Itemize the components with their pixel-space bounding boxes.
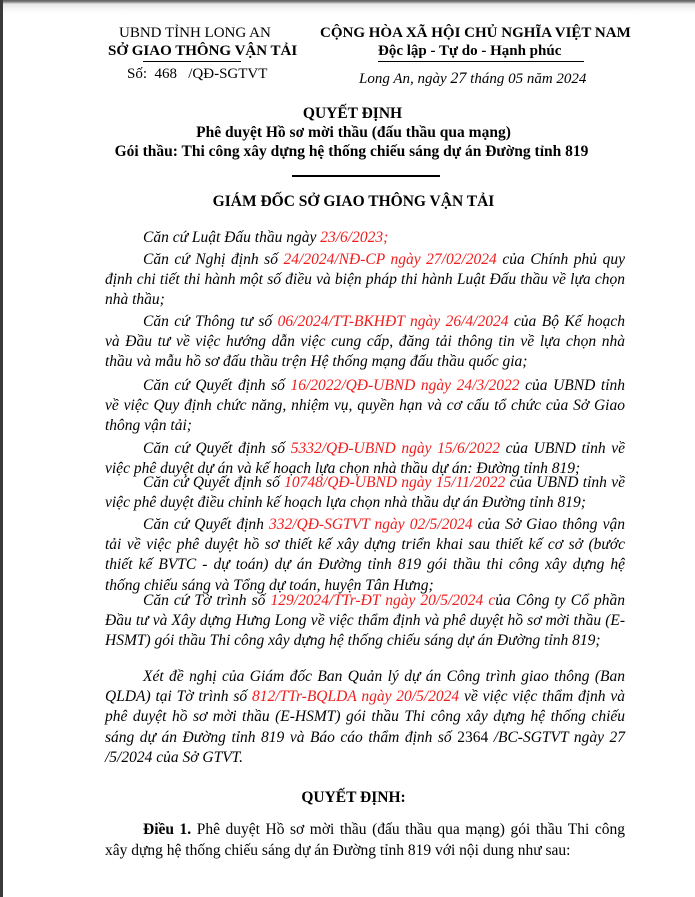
place-date-prefix: Long An, ngày (359, 71, 447, 87)
document-type-heading: QUYẾT ĐỊNH (302, 105, 403, 122)
date-month-label: tháng (470, 71, 505, 87)
doc-number-code: /QĐ-SGTVT (188, 66, 268, 82)
national-motto: Độc lập - Tự do - Hạnh phúc (378, 43, 562, 59)
title-divider (292, 175, 440, 177)
place-date (359, 70, 586, 88)
report-number: 2364 (457, 728, 489, 746)
article-1-text: Phê duyệt Hồ sơ mời thầu (đấu thầu qua mạng) gói thầu Thi công xây dựng hệ thống chiếu sáng dự án Đường tỉnh 819 với nội dung như sau: (105, 821, 625, 859)
document-subject-line-2: Gói thầu: Thi công xây dựng hệ thống chiếu sáng dự án Đường tỉnh 819 (114, 143, 589, 160)
doc-number-value: 468 (154, 66, 178, 82)
legal-reference: 332/QĐ-SGTVT ngày 02/5/2024 (268, 516, 473, 533)
legal-reference: 24/2024/NĐ-CP ngày 27/02/2024 (283, 251, 497, 268)
national-title: CỘNG HÒA XÃ HỘI CHỦ NGHĨA VIỆT NAM (320, 25, 631, 41)
article-1 (105, 820, 625, 861)
legal-reference: 129/2024/TTr-ĐT ngày 20/5/2024 c (270, 592, 496, 609)
date-month: 05 (508, 71, 524, 87)
legal-ground-2: Căn cứ Nghị định số 24/2024/NĐ-CP ngày 27/02/2024 của Chính phủ quy định chi tiết thi hành một số điều và biện pháp thi hành Luật Đấu thầu về lựa chọn nhà thầu; (105, 251, 625, 309)
motto-underline (378, 61, 584, 62)
legal-reference: 16/2022/QĐ-UBND ngày 24/3/2022 (290, 377, 520, 394)
legal-reference: 10748/QĐ-UBND ngày 15/11/2022 (284, 474, 506, 491)
legal-reference: 5332/QĐ-UBND ngày 15/6/2022 (290, 440, 500, 457)
legal-ground-7: Căn cứ Quyết định 332/QĐ-SGTVT ngày 02/5/2024 của Sở Giao thông vận tải về việc phê duyệt hồ sơ thiết kế xây dựng triển khai sau thiết kế cơ sở (bước thiết kế BVTC - dự toán) dự án Đường tỉnh 819 gói thầu thi công xây dựng hệ thống chiếu sáng và Tổng dự toán, huyện Tân Hưng; (105, 516, 625, 594)
legal-reference: 812/TTr-BQLDA ngày 20/5/2024 (252, 688, 460, 706)
report-day: 27 (609, 728, 625, 746)
doc-number-label: Số: (127, 66, 148, 82)
legal-ground-1: Căn cứ Luật Đấu thầu ngày 23/6/2023; (143, 229, 389, 246)
date-year-label: năm (526, 71, 553, 87)
document-subject-line-1: Phê duyệt Hồ sơ mời thầu (đấu thầu qua mạng) (196, 124, 511, 141)
proposal-ground: Xét đề nghị của Giám đốc Ban Quản lý dự án Công trình giao thông (Ban QLDA) tại Tờ trình số 812/TTr-BQLDA ngày 20/5/2024 về việc việc thẩm định và phê duyệt hồ sơ mời thầu (E-HSMT) gói thầu Thi công xây dựng hệ thống chiếu sáng dự án Đường tỉnh 819 và Báo cáo thẩm định số 2364 /BC-SGTVT ngày 27 /5/2024 của Sở GTVT. (105, 668, 625, 766)
decision-heading: QUYẾT ĐỊNH: (301, 789, 406, 806)
article-1-label: Điều 1. (143, 821, 192, 838)
department-underline (143, 61, 241, 62)
date-year: 2024 (556, 71, 587, 87)
issuing-department: SỞ GIAO THÔNG VẬN TẢI (108, 43, 298, 59)
legal-ground-5: Căn cứ Quyết định số 5332/QĐ-UBND ngày 15/6/2022 của UBND tỉnh về việc phê duyệt dự án và kế hoạch lựa chọn nhà thầu dự án: Đường tỉnh 819; (105, 440, 625, 478)
issuing-authority: UBND TỈNH LONG AN (119, 25, 271, 41)
document-number (127, 66, 267, 83)
legal-ground-8: Căn cứ Tờ trình số 129/2024/TTr-ĐT ngày 20/5/2024 của Công ty Cổ phần Đầu tư và Xây dựng Hưng Long về việc thẩm định và phê duyệt hồ sơ mời thầu (E-HSMT) gói thầu Thi công xây dựng hệ thống chiếu sáng dự án Đường tỉnh 819; (105, 592, 625, 650)
legal-ground-3: Căn cứ Thông tư số 06/2024/TT-BKHĐT ngày 26/4/2024 của Bộ Kế hoạch và Đầu tư về việc hướng dẫn việc cung cấp, đăng tải thông tin về lựa chọn nhà thầu và mẫu hồ sơ đấu thầu trện Hệ thống mạng đấu thầu quốc gia; (105, 313, 625, 371)
legal-ground-4: Căn cứ Quyết định số 16/2022/QĐ-UBND ngày 24/3/2022 của UBND tỉnh về việc Quy định chức năng, nhiệm vụ, quyền hạn và cơ cấu tổ chức của Sở Giao thông vận tải; (105, 377, 625, 435)
legal-reference: 23/6/2023 (320, 229, 384, 246)
legal-reference: 06/2024/TT-BKHĐT ngày 26/4/2024 (277, 313, 509, 330)
legal-ground-6: Căn cứ Quyết định số 10748/QĐ-UBND ngày 15/11/2022 của UBND tỉnh về việc phê duyệt điều chỉnh kế hoạch lựa chọn nhà thầu dự án Đường tỉnh 819; (105, 474, 625, 512)
issuer-heading: GIÁM ĐỐC SỞ GIAO THÔNG VẬN TẢI (212, 193, 495, 210)
date-day: 27 (450, 70, 467, 87)
